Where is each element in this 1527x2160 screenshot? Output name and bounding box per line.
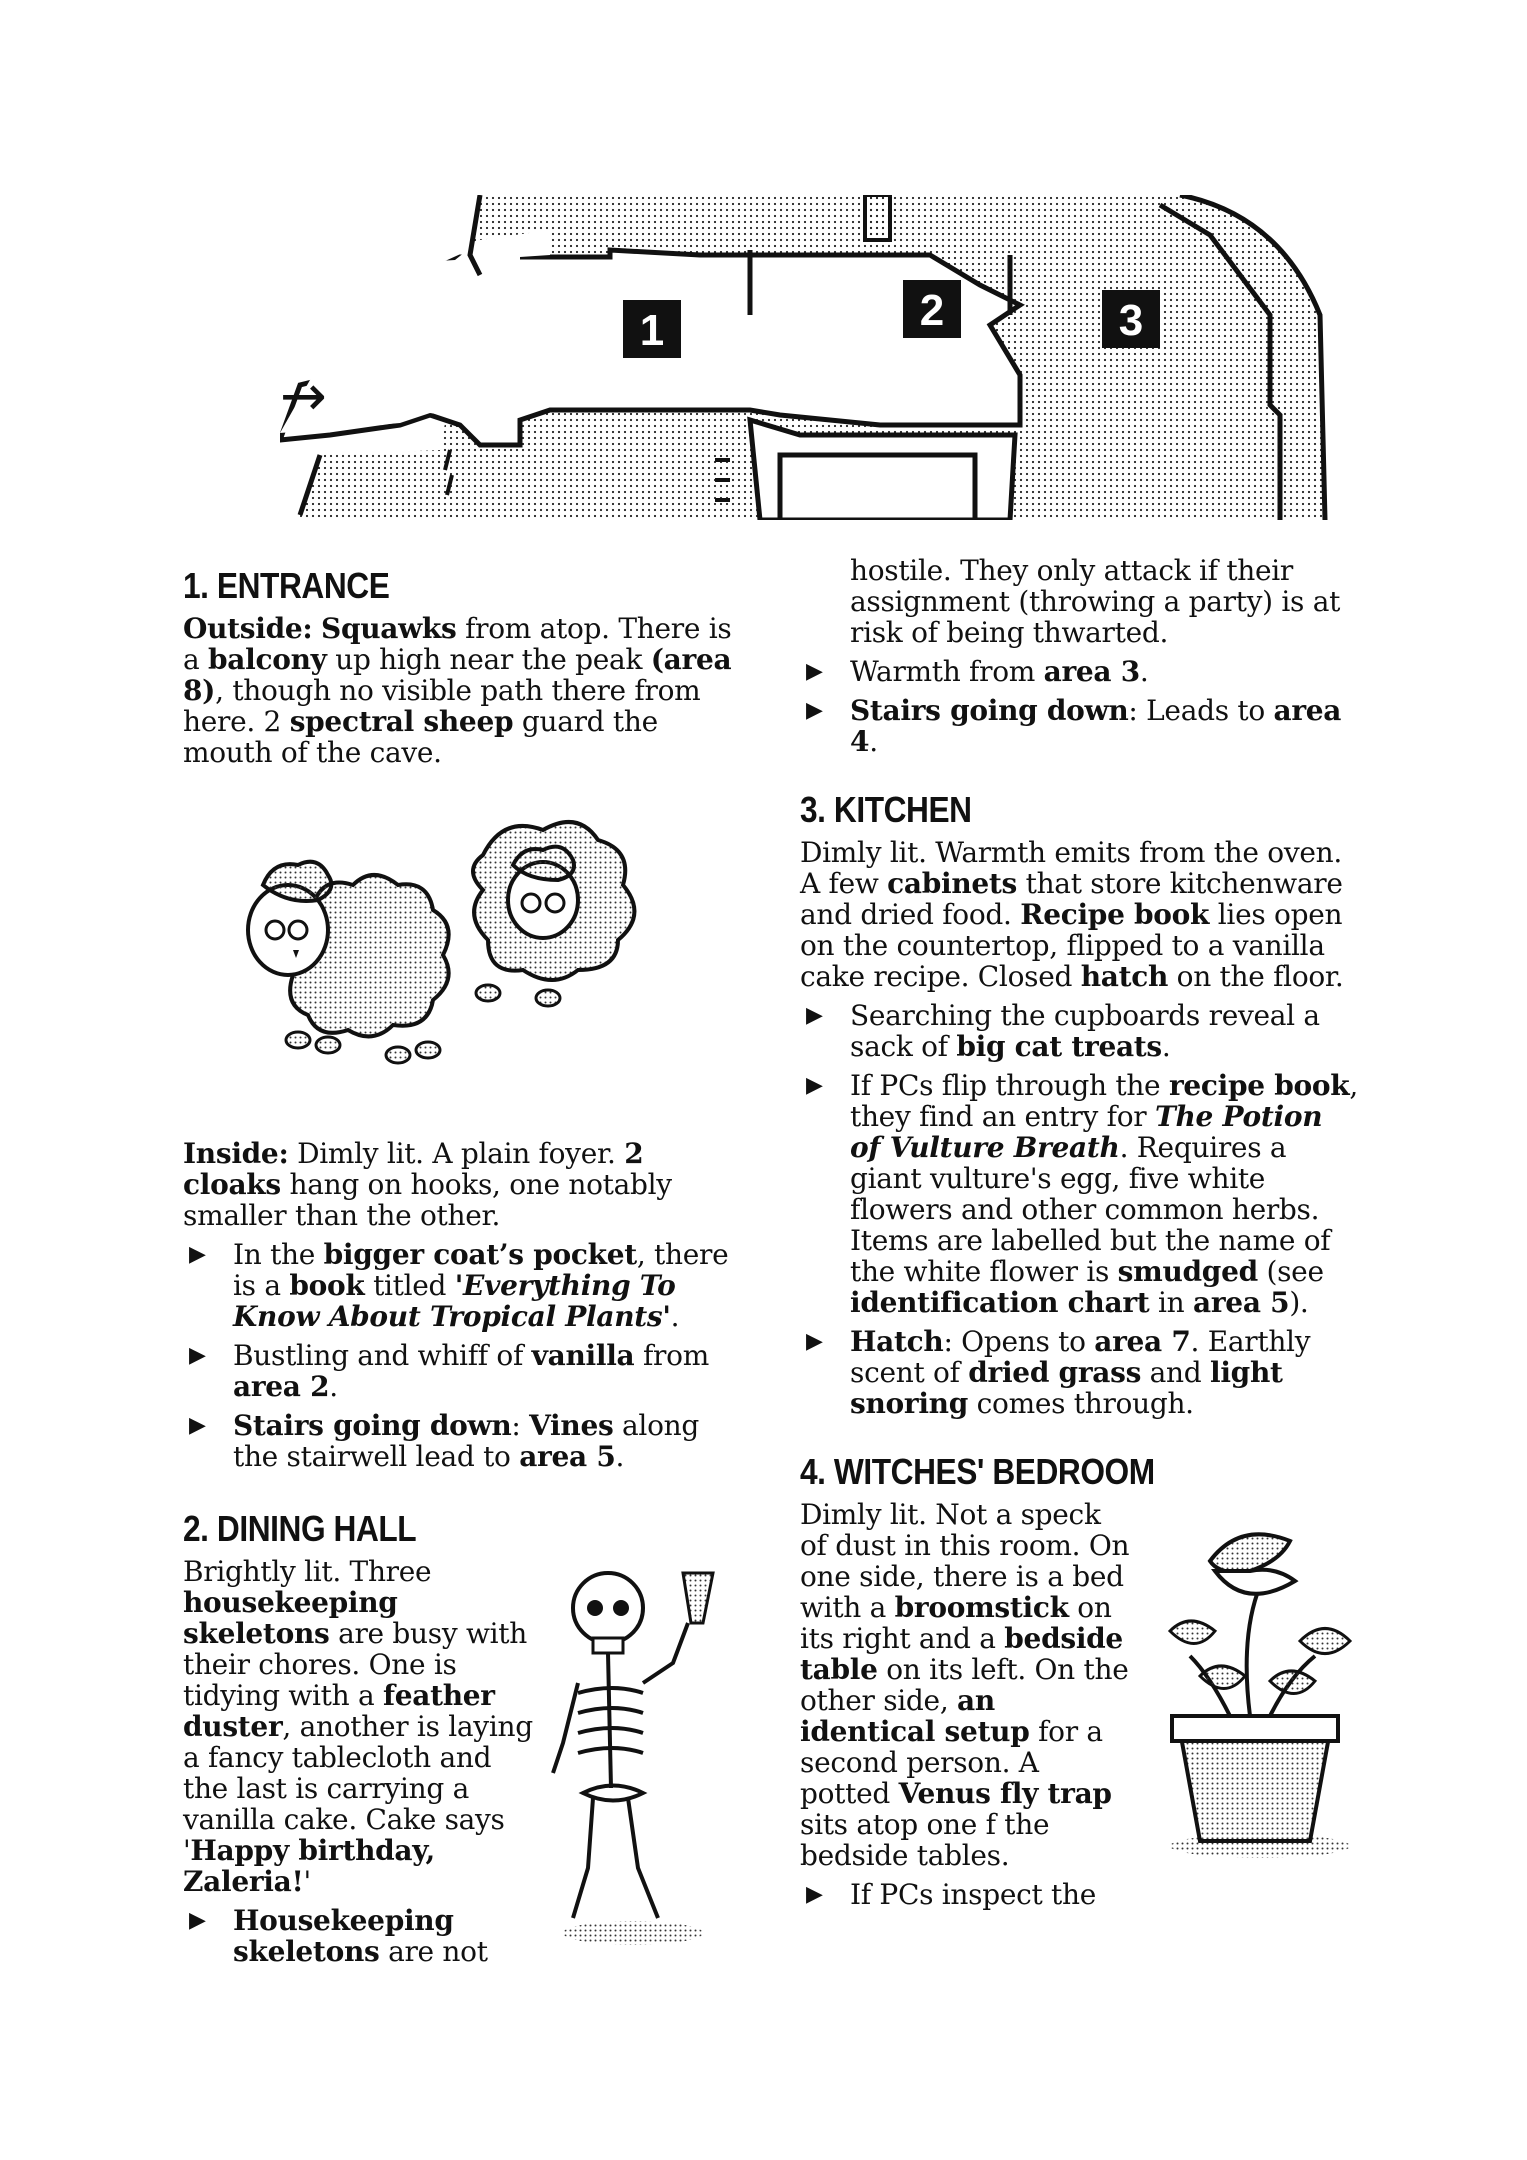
dining-text: Brightly lit. Three housekeeping skeletons are busy with their chores. One is tidying with a feather duster, another is laying a fancy tablecloth and the last is carrying a vanilla cake. Cake says 'Happy birthday, Zaleria!' xyxy=(183,1555,533,1898)
list-item: ▶ Stairs going down: Leads to area 4. xyxy=(800,695,1360,757)
map-stair-inner xyxy=(780,455,975,520)
section-entrance xyxy=(183,565,743,1472)
map-label-2: 2 xyxy=(919,286,945,335)
kitchen-text: Dimly lit. Warmth emits from the oven. A few cabinets that store kitchenware and dried food. Recipe book lies open on the countertop, flipped to a vanilla cake recipe. Closed hatch on the floor. xyxy=(800,836,1344,993)
venus-fly-trap-illustration xyxy=(1150,1521,1360,1861)
map-label-3: 3 xyxy=(1118,296,1144,345)
kitchen-title: 3. KITCHEN xyxy=(800,789,972,830)
dining-bullets xyxy=(183,1905,543,1967)
list-item: ▶ Searching the cupboards reveal a sack of big cat treats. xyxy=(800,1000,1360,1062)
list-item: ▶ If PCs flip through the recipe book, they find an entry for The Potion of Vulture Breath. Requires a giant vulture's egg, five white flowers and other common herbs. Items are labelled but the name of the white flower is smudged (see identification chart in area 5). xyxy=(800,1070,1360,1318)
dining-continued-text: hostile. They only attack if their assignment (throwing a party) is at risk of being thwarted. xyxy=(850,554,1341,649)
sheep-illustration xyxy=(223,815,663,1075)
entrance-title: 1. ENTRANCE xyxy=(183,565,390,606)
right-column xyxy=(800,554,1360,1918)
dungeon-map xyxy=(280,195,1330,520)
map-label-1: 1 xyxy=(639,306,665,355)
bedroom-title: 4. WITCHES' BEDROOM xyxy=(800,1451,1155,1492)
section-dining-hall xyxy=(183,1508,743,1967)
list-item: ▶ If PCs inspect the xyxy=(800,1879,1360,1910)
list-item: ▶ Hatch: Opens to area 7. Earthly scent of dried grass and light snoring comes through. xyxy=(800,1326,1360,1419)
section-kitchen xyxy=(800,789,1360,1419)
list-item: ▶ Stairs going down: Vines along the stairwell lead to area 5. xyxy=(183,1410,743,1472)
entrance-inside-text: Inside: Dimly lit. A plain foyer. 2 cloaks hang on hooks, one notably smaller than the other. xyxy=(183,1137,672,1232)
entrance-bullets xyxy=(183,1239,743,1472)
left-column xyxy=(183,565,743,1975)
kitchen-bullets xyxy=(800,1000,1360,1419)
map-door-north xyxy=(865,195,890,240)
list-item: ▶ In the bigger coat’s pocket, there is a book titled 'Everything To Know About Tropical Plants'. xyxy=(183,1239,743,1332)
dining-title: 2. DINING HALL xyxy=(183,1508,417,1549)
list-item: ▶ Housekeeping skeletons are not xyxy=(183,1905,543,1967)
bedroom-text: Dimly lit. Not a speck of dust in this room. On one side, there is a bed with a broomstick on its right and a bedside table on its left. On the other side, an identical setup for a second person. A potted Venus fly trap sits atop one f the bedside tables. xyxy=(800,1498,1130,1872)
list-item: ▶ Warmth from area 3. xyxy=(800,656,1360,687)
map-entrance-arrow: → xyxy=(280,364,327,429)
entrance-outside-text: Outside: Squawks from atop. There is a balcony up high near the peak (area 8), though no visible path there from here. 2 spectral sheep guard the mouth of the cave. xyxy=(183,612,732,769)
skeleton-illustration xyxy=(533,1568,733,1948)
section-bedroom xyxy=(800,1451,1360,1910)
dining-bullets-continued xyxy=(800,656,1360,757)
list-item: ▶ Bustling and whiff of vanilla from area 2. xyxy=(183,1340,743,1402)
bedroom-bullets xyxy=(800,1879,1360,1910)
